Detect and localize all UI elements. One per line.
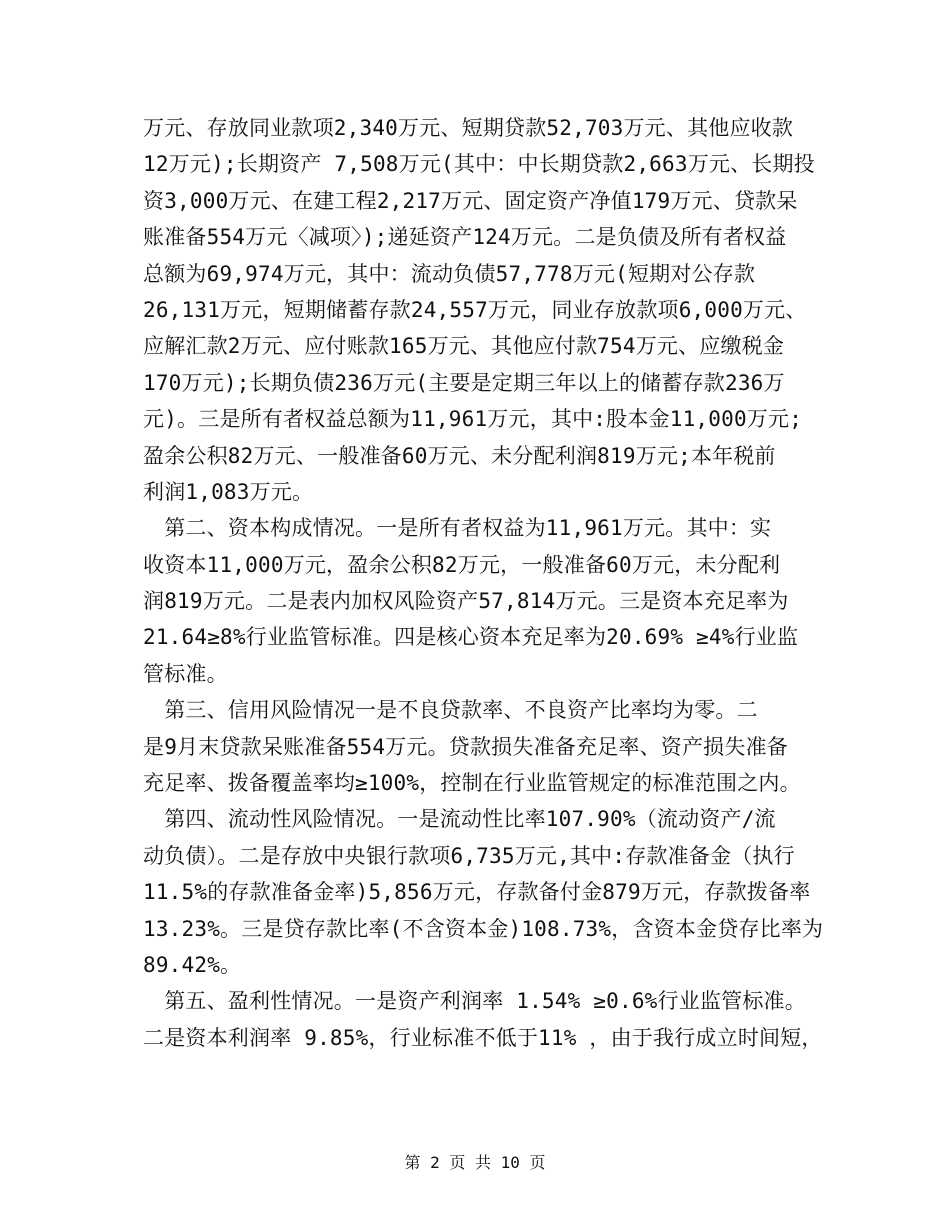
text-line: 二是资本利润率 9.85%，行业标准不低于11% ，由于我行成立时间短， xyxy=(143,1025,823,1050)
text-line: 21.64≥8%行业监管标准。四是核心资本充足率为20.69% ≥4%行业监 xyxy=(143,625,799,650)
body-text xyxy=(143,110,823,1056)
text-line: 盈余公积82万元、一般准备60万元、未分配利润819万元;本年税前 xyxy=(143,443,776,468)
text-line: 利润1,083万元。 xyxy=(143,479,314,504)
text-line: 资3,000万元、在建工程2,217万元、固定资产净值179万元、贷款呆 xyxy=(143,188,798,213)
page-number-footer: 第 2 页 共 10 页 xyxy=(404,1153,546,1172)
text-line: 润819万元。二是表内加权风险资产57,814万元。三是资本充足率为 xyxy=(143,589,789,614)
text-line: 26,131万元，短期储蓄存款24,557万元，同业存放款项6,000万元、 xyxy=(143,297,807,322)
text-line: 第四、流动性风险情况。一是流动性比率107.90%（流动资产/流 xyxy=(143,807,776,832)
text-line: 充足率、拨备覆盖率均≥100%，控制在行业监管规定的标准范围之内。 xyxy=(143,771,801,796)
text-line: 总额为69,974万元，其中：流动负债57,778万元(短期对公存款 xyxy=(143,261,756,286)
text-line: 是9月末贷款呆账准备554万元。贷款损失准备充足率、资产损失准备 xyxy=(143,734,788,759)
text-line: 第三、信用风险情况一是不良贷款率、不良资产比率均为零。二 xyxy=(143,698,758,723)
text-line: 元)。三是所有者权益总额为11,961万元，其中:股本金11,000万元; xyxy=(143,407,803,432)
text-line: 账准备554万元〈减项〉);递延资产124万元。二是负债及所有者权益 xyxy=(143,225,787,250)
text-line: 12万元);长期资产 7,508万元(其中：中长期贷款2,663万元、长期投 xyxy=(143,152,815,177)
text-line: 170万元);长期负债236万元(主要是定期三年以上的储蓄存款236万 xyxy=(143,370,785,395)
text-line: 第五、盈利性情况。一是资产利润率 1.54% ≥0.6%行业监管标准。 xyxy=(143,989,806,1014)
text-line: 管标准。 xyxy=(143,661,228,686)
text-line: 万元、存放同业款项2,340万元、短期贷款52,703万元、其他应收款 xyxy=(143,116,794,140)
text-line: 11.5%的存款准备金率)5,856万元，存款备付金879万元，存款拨备率 xyxy=(143,880,811,905)
text-line: 89.42%。 xyxy=(143,952,242,977)
text-line: 动负债）。二是存放中央银行款项6,735万元,其中:存款准备金（执行 xyxy=(143,843,795,868)
text-line: 收资本11,000万元，盈余公积82万元，一般准备60万元，未分配利 xyxy=(143,552,781,577)
text-line: 13.23%。三是贷存款比率(不含资本金)108.73%，含资本金贷存比率为 xyxy=(143,916,824,941)
text-line: 第二、资本构成情况。一是所有者权益为11,961万元。其中：实 xyxy=(143,516,772,541)
text-line: 应解汇款2万元、应付账款165万元、其他应付款754万元、应缴税金 xyxy=(143,334,785,359)
